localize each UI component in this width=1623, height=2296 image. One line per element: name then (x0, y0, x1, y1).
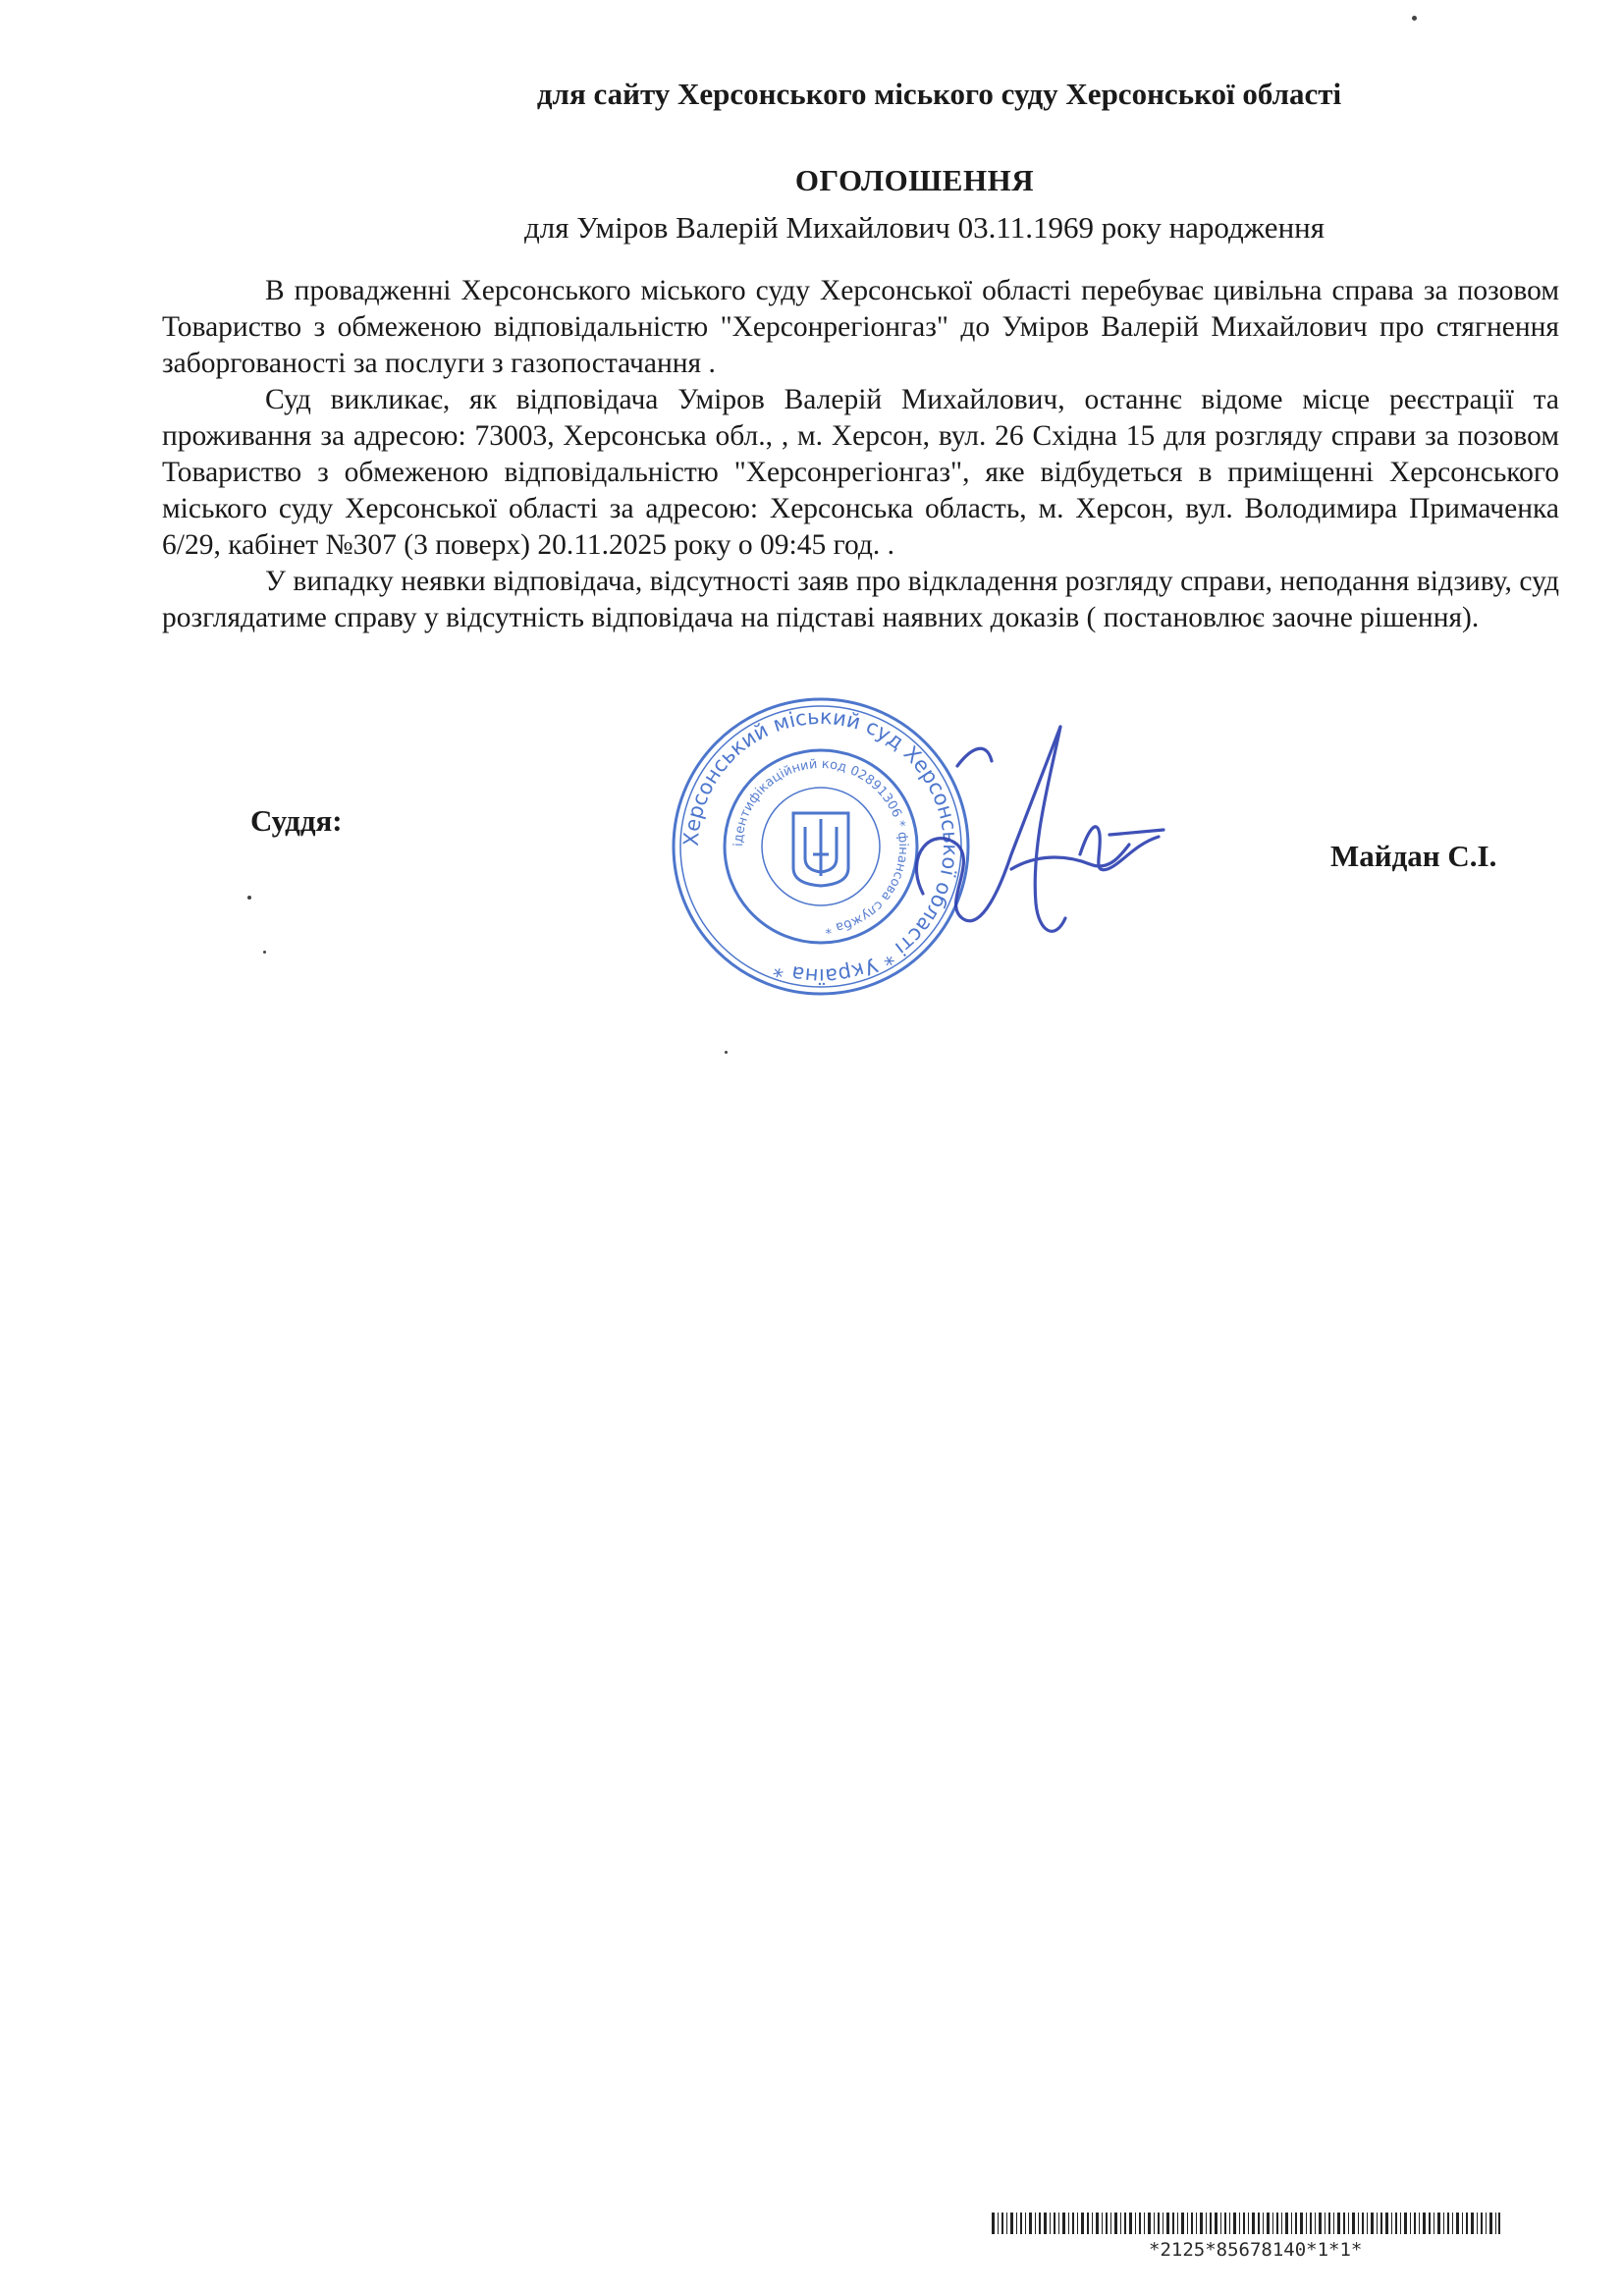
scan-speck (247, 896, 251, 900)
scan-speck (263, 951, 266, 954)
document-subtitle (0, 210, 1623, 246)
subtitle-text: для Уміров Валерій Михайлович 03.11.1969 року народження (523, 210, 1325, 245)
paragraph-proceedings: В провадженні Херсонського міського суду Херсонської області перебуває цивільна справа за позовом Товариство з обмеженою відповідальністю "Херсонрегіонгаз" до Уміров Валерій Михайлович про стягнення заборгованості за послуги з газопостачання . (162, 275, 1559, 379)
paragraph-summons: Суд викликає, як відповідача Уміров Валерій Михайлович, останнє відоме місце реєстрації та проживання за адресою: 73003, Херсонська обл., , м. Херсон, вул. 26 Східна 15 для розгляду справи за позовом Товариство з обмеженою відповідальністю "Херсонрегіонгаз", яке відбудеться в приміщенні Херсонського міського суду Херсонської області за адресою: Херсонська область, м. Херсон, вул. Володимира Примаченка 6/29, кабінет №307 (3 поверх) 20.11.2025 року о 09:45 год. . (162, 384, 1559, 561)
barcode-icon (992, 2213, 1500, 2234)
header-text: для сайту Херсонського міського суду Херсонської області (536, 77, 1342, 111)
svg-text:ідентифікаційний код 02891306: ідентифікаційний код 02891306 * фінансова служба * (730, 756, 911, 936)
signature-row (0, 803, 1623, 882)
document-title (0, 163, 1623, 198)
scan-speck (1412, 16, 1417, 21)
scan-speck (725, 1051, 728, 1054)
svg-text:Херсонський міський суд Херсон: Херсонський міський суд Херсонської області * Україна * (678, 704, 963, 989)
barcode-number: *2125*85678140*1*1* (1149, 2239, 1363, 2261)
document-header (0, 77, 1623, 112)
paragraph-consequences: У випадку неявки відповідача, відсутності заяв про відкладення розгляду справи, неподання відзиву, суд розглядатиме справу у відсутність відповідача на підставі наявних доказів ( постановлює заочне рішення). (162, 566, 1559, 633)
document-body (162, 273, 1559, 636)
judge-label: Суддя: (250, 803, 343, 838)
title-text: ОГОЛОШЕННЯ (794, 163, 1035, 197)
judge-name: Майдан С.І. (1330, 839, 1497, 873)
